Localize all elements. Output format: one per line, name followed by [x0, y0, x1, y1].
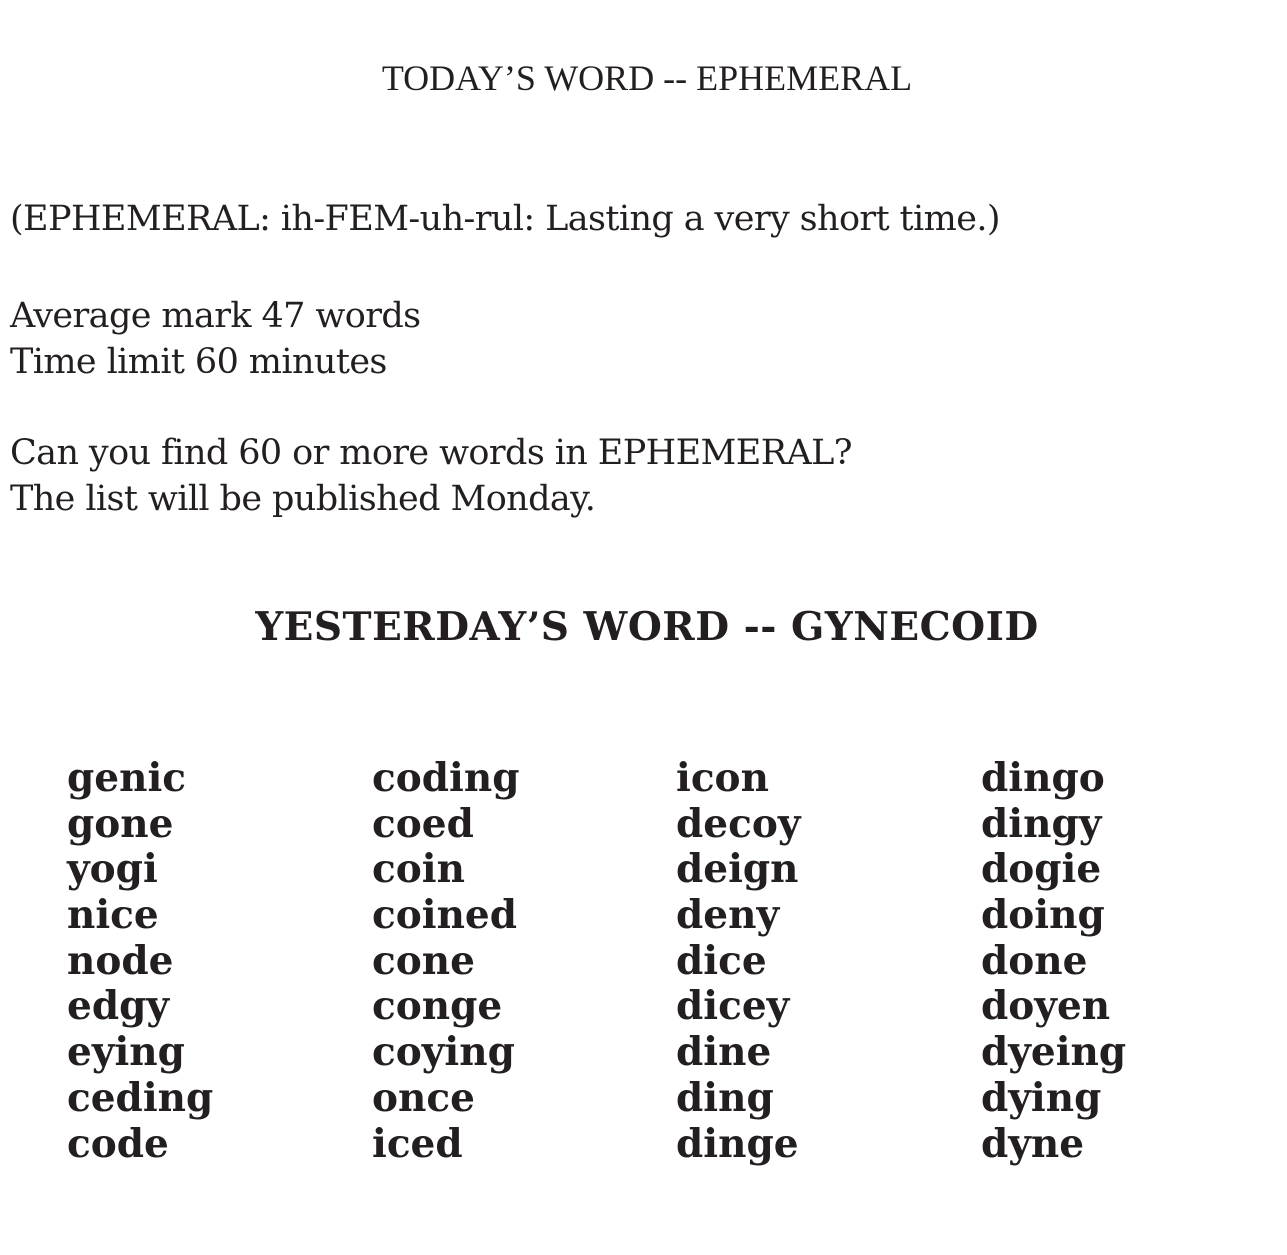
list-item: cone	[372, 937, 475, 984]
list-item: iced	[372, 1120, 463, 1167]
list-item: dyne	[981, 1120, 1085, 1167]
list-item: dice	[676, 937, 767, 984]
list-item: dingy	[981, 800, 1102, 847]
list-item: coying	[372, 1029, 515, 1076]
publish-note: The list will be published Monday.	[10, 479, 596, 519]
list-item: dyeing	[981, 1029, 1127, 1076]
list-item: coed	[372, 800, 474, 847]
todays-word-title: TODAY’S WORD -- EPHEMERAL	[381, 58, 913, 98]
list-item: code	[67, 1120, 169, 1167]
list-item: nice	[67, 892, 159, 939]
list-item: decoy	[676, 800, 801, 847]
list-item: done	[981, 937, 1088, 984]
list-item: dingo	[981, 755, 1105, 801]
average-mark: Average mark 47 words	[10, 296, 421, 336]
word-list-column-4	[981, 756, 1126, 1167]
list-item: doing	[981, 892, 1105, 939]
list-item: dogie	[981, 846, 1102, 893]
word-definition: (EPHEMERAL: ih-FEM-uh-rul: Lasting a very short time.)	[10, 199, 1000, 239]
list-item: coined	[372, 892, 518, 939]
list-item: genic	[67, 755, 186, 801]
list-item: dinge	[676, 1120, 799, 1167]
list-item: dine	[676, 1029, 772, 1076]
list-item: gone	[67, 800, 174, 847]
list-item: edgy	[67, 983, 170, 1030]
time-limit: Time limit 60 minutes	[10, 342, 387, 382]
word-list-column-1	[67, 756, 213, 1167]
list-item: node	[67, 937, 174, 984]
list-item: eying	[67, 1029, 185, 1076]
yesterdays-word-title: YESTERDAY’S WORD -- GYNECOID	[255, 604, 1039, 650]
list-item: ding	[676, 1074, 774, 1121]
list-item: dying	[981, 1074, 1102, 1121]
list-item: yogi	[67, 846, 158, 893]
list-item: icon	[676, 755, 769, 801]
word-list-column-2	[372, 756, 519, 1167]
list-item: deny	[676, 892, 780, 939]
list-item: deign	[676, 846, 799, 893]
list-item: once	[372, 1074, 475, 1121]
list-item: doyen	[981, 983, 1111, 1030]
list-item: dicey	[676, 983, 790, 1030]
list-item: coding	[372, 755, 520, 801]
list-item: ceding	[67, 1074, 214, 1121]
word-list-column-3	[676, 756, 801, 1167]
list-item: coin	[372, 846, 465, 893]
challenge-question: Can you find 60 or more words in EPHEMERAL?	[10, 433, 852, 473]
list-item: conge	[372, 983, 503, 1030]
